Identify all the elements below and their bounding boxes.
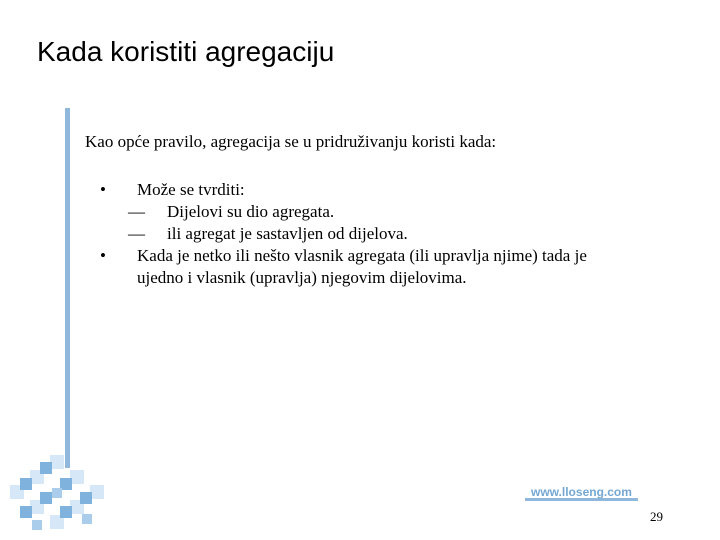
page-number: 29 <box>650 509 663 524</box>
bullet-icon: • <box>100 180 106 199</box>
list-item-text: Kada je netko ili nešto vlasnik agregata (ili upravlja njime) tada je <box>137 246 587 265</box>
list-item <box>90 180 690 202</box>
dash-icon: — <box>128 224 145 243</box>
bullet-icon: • <box>100 246 106 265</box>
accent-vertical-line <box>65 108 70 468</box>
list-item <box>90 268 690 290</box>
decorative-grid-icon <box>0 440 120 540</box>
list-item-text: ujedno i vlasnik (upravlja) njegovim dijelovima. <box>137 268 467 287</box>
list-item-text: ili agregat je sastavljen od dijelova. <box>167 224 408 243</box>
list-item-text: Može se tvrditi: <box>137 180 245 199</box>
bullet-list <box>90 180 690 290</box>
slide-intro: Kao opće pravilo, agregacija se u pridruživanju koristi kada: <box>85 132 497 151</box>
slide-title: Kada koristiti agregaciju <box>37 36 335 67</box>
list-item <box>90 202 690 224</box>
dash-icon: — <box>128 202 145 221</box>
footer-url: www.lloseng.com <box>531 485 632 499</box>
list-item <box>90 246 690 268</box>
list-item-text: Dijelovi su dio agregata. <box>167 202 335 221</box>
list-item <box>90 224 690 246</box>
